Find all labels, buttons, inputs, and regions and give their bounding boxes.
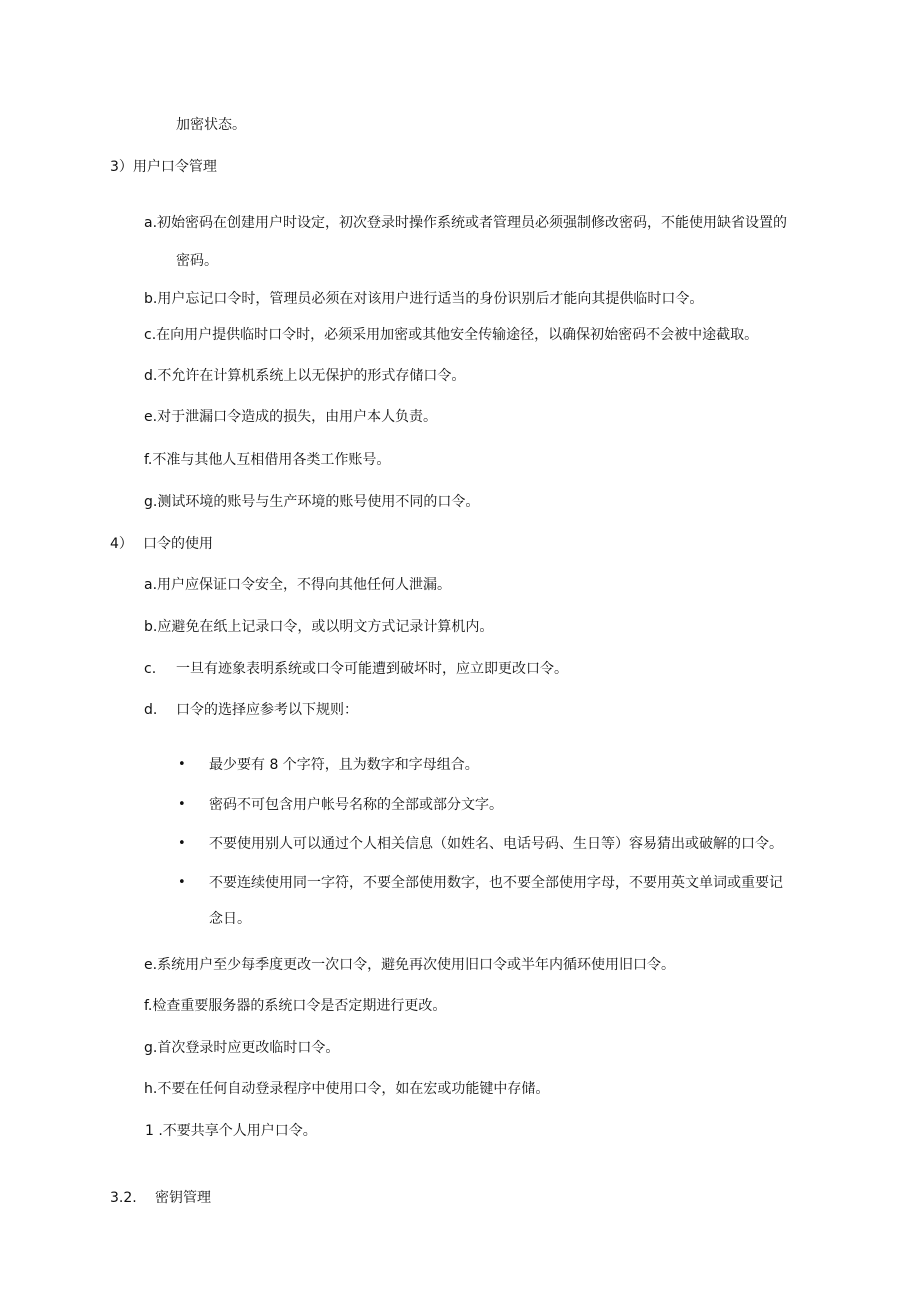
rule-no-personal-info: 不要使用别人可以通过个人相关信息（如姓名、电话号码、生日等）容易猜出或破解的口令。 — [209, 836, 783, 852]
item-a-initial-password-cont: 密码。 — [176, 253, 218, 269]
section-heading-password-usage: 口令的使用 — [143, 536, 213, 552]
section-number-4: 4） — [110, 536, 133, 552]
continuation-line: 加密状态。 — [176, 117, 246, 133]
bullet-icon: • — [178, 875, 186, 890]
rule-min-length: 最少要有 8 个字符，且为数字和字母组合。 — [209, 757, 479, 773]
bullet-icon: • — [178, 836, 186, 851]
item-d-no-plain-storage: d.不允许在计算机系统上以无保护的形式存储口令。 — [144, 368, 466, 384]
usage-item-a: a.用户应保证口令安全，不得向其他任何人泄漏。 — [144, 577, 452, 593]
item-a-initial-password: a.初始密码在创建用户时设定，初次登录时操作系统或者管理员必须强制修改密码，不能使用缺省设置的 — [144, 215, 788, 231]
usage-item-h: h.不要在任何自动登录程序中使用口令，如在宏或功能键中存储。 — [144, 1081, 550, 1097]
section-heading-user-password-management: 3）用户口令管理 — [110, 159, 217, 175]
usage-item-d-marker: d. — [144, 702, 158, 718]
rule-no-account-name: 密码不可包含用户帐号名称的全部或部分文字。 — [209, 797, 503, 813]
item-e-leak-responsibility: e.对于泄漏口令造成的损失，由用户本人负责。 — [144, 409, 438, 425]
bullet-icon: • — [178, 757, 186, 772]
usage-item-c-marker: c. — [144, 661, 157, 677]
usage-item-b: b.应避免在纸上记录口令，或以明文方式记录计算机内。 — [144, 619, 494, 635]
item-b-forgot-password: b.用户忘记口令时，管理员必须在对该用户进行适当的身份识别后才能向其提供临时口令。 — [144, 291, 704, 307]
item-f-no-account-sharing: f.不准与其他人互相借用各类工作账号。 — [144, 452, 391, 468]
usage-item-c: 一旦有迹象表明系统或口令可能遭到破坏时，应立即更改口令。 — [176, 661, 568, 677]
usage-item-g: g.首次登录时应更改临时口令。 — [144, 1040, 340, 1056]
rule-no-repetition: 不要连续使用同一字符，不要全部使用数字，也不要全部使用字母，不要用英文单词或重要记 — [209, 875, 783, 891]
item-g-test-env-passwords: g.测试环境的账号与生产环境的账号使用不同的口令。 — [144, 494, 480, 510]
usage-item-i: 1 .不要共享个人用户口令。 — [145, 1123, 317, 1139]
usage-item-f: f.检查重要服务器的系统口令是否定期进行更改。 — [144, 998, 447, 1014]
section-number-3-2: 3.2. — [110, 1190, 137, 1206]
usage-item-d: 口令的选择应参考以下规则： — [176, 702, 358, 718]
usage-item-e: e.系统用户至少每季度更改一次口令，避免再次使用旧口令或半年内循环使用旧口令。 — [144, 957, 676, 973]
rule-no-repetition-cont: 念日。 — [209, 911, 251, 927]
item-c-temp-password: c.在向用户提供临时口令时，必须采用加密或其他安全传输途径，以确保初始密码不会被中途截取。 — [144, 327, 759, 343]
bullet-icon: • — [178, 797, 186, 812]
section-heading-key-management: 密钥管理 — [155, 1190, 211, 1206]
